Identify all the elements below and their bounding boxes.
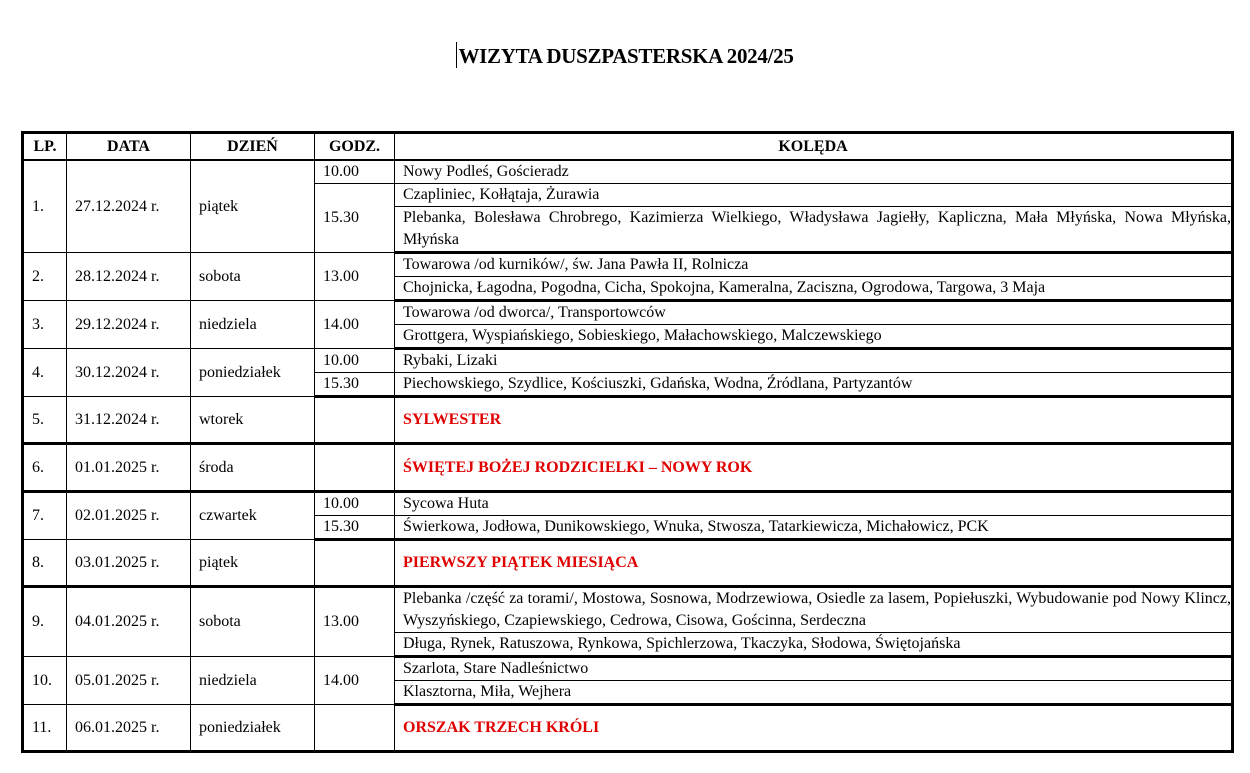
row-date: 05.01.2025 r. [67, 657, 191, 705]
row-day: niedziela [191, 657, 315, 705]
row-date: 28.12.2024 r. [67, 253, 191, 301]
row-lp: 6. [23, 444, 67, 492]
row-streets: Piechowskiego, Szydlice, Kościuszki, Gdańska, Wodna, Źródlana, Partyzantów [395, 373, 1233, 397]
table-row [23, 160, 1233, 184]
table-row [23, 253, 1233, 277]
header-row [23, 133, 1233, 161]
row-streets: Plebanka /część za torami/, Mostowa, Sosnowa, Modrzewiowa, Osiedle za lasem, Popiełuszki, Wybudowanie pod Nowy Klincz, Wyszyńskiego, Czapiewskiego, Cedrowa, Cisowa, Gościnna, Serdeczna [395, 587, 1233, 633]
row-streets: Chojnicka, Łagodna, Pogodna, Cicha, Spokojna, Kameralna, Zaciszna, Ogrodowa, Targowa, 3 Maja [395, 277, 1233, 301]
title-text: WIZYTA DUSZPASTERSKA 2024/25 [458, 44, 794, 68]
row-day: piątek [191, 540, 315, 587]
row-hour [315, 705, 395, 752]
row-date: 02.01.2025 r. [67, 492, 191, 540]
row-date: 04.01.2025 r. [67, 587, 191, 657]
row-hour: 14.00 [315, 657, 395, 705]
row-day: wtorek [191, 397, 315, 444]
row-streets: Szarlota, Stare Nadleśnictwo [395, 657, 1233, 681]
schedule-table [21, 131, 1234, 753]
row-streets: Towarowa /od kurników/, św. Jana Pawła II, Rolnicza [395, 253, 1233, 277]
row-lp: 11. [23, 705, 67, 752]
row-lp: 10. [23, 657, 67, 705]
table-row [23, 444, 1233, 492]
row-streets: Towarowa /od dworca/, Transportowców [395, 301, 1233, 325]
row-hour: 15.30 [315, 184, 395, 253]
row-date: 31.12.2024 r. [67, 397, 191, 444]
row-date: 01.01.2025 r. [67, 444, 191, 492]
row-day: poniedziałek [191, 705, 315, 752]
header-godz: GODZ. [315, 133, 395, 161]
row-date: 27.12.2024 r. [67, 160, 191, 253]
row-lp: 3. [23, 301, 67, 349]
table-row [23, 705, 1233, 752]
row-hour: 13.00 [315, 587, 395, 657]
document-title [0, 42, 1250, 69]
row-streets: Klasztorna, Miła, Wejhera [395, 681, 1233, 705]
row-lp: 4. [23, 349, 67, 397]
row-streets: Świerkowa, Jodłowa, Dunikowskiego, Wnuka, Stwosza, Tatarkiewicza, Michałowicz, PCK [395, 516, 1233, 540]
header-lp: LP. [23, 133, 67, 161]
row-special-event: ŚWIĘTEJ BOŻEJ RODZICIELKI – NOWY ROK [395, 444, 1233, 492]
table-row [23, 540, 1233, 587]
row-hour: 10.00 [315, 160, 395, 184]
row-day: czwartek [191, 492, 315, 540]
header-data: DATA [67, 133, 191, 161]
row-date: 06.01.2025 r. [67, 705, 191, 752]
row-lp: 8. [23, 540, 67, 587]
row-lp: 9. [23, 587, 67, 657]
row-streets: Czapliniec, Kołłątaja, Żurawia [395, 184, 1233, 207]
table-row [23, 301, 1233, 325]
row-hour: 15.30 [315, 373, 395, 397]
row-hour: 14.00 [315, 301, 395, 349]
row-lp: 1. [23, 160, 67, 253]
row-lp: 5. [23, 397, 67, 444]
table-row [23, 349, 1233, 373]
row-hour [315, 540, 395, 587]
row-day: niedziela [191, 301, 315, 349]
row-day: sobota [191, 587, 315, 657]
header-koleda: KOLĘDA [395, 133, 1233, 161]
row-day: środa [191, 444, 315, 492]
row-hour: 10.00 [315, 349, 395, 373]
row-special-event: SYLWESTER [395, 397, 1233, 444]
row-streets: Nowy Podleś, Gościeradz [395, 160, 1233, 184]
row-streets: Grottgera, Wyspiańskiego, Sobieskiego, Małachowskiego, Malczewskiego [395, 325, 1233, 349]
row-streets: Rybaki, Lizaki [395, 349, 1233, 373]
row-day: poniedziałek [191, 349, 315, 397]
table-row [23, 492, 1233, 516]
row-date: 29.12.2024 r. [67, 301, 191, 349]
row-hour: 13.00 [315, 253, 395, 301]
row-hour [315, 444, 395, 492]
row-streets: Plebanka, Bolesława Chrobrego, Kazimierza Wielkiego, Władysława Jagiełły, Kapliczna, Mała Młyńska, Nowa Młyńska, Młyńska [395, 207, 1233, 253]
row-streets: Sycowa Huta [395, 492, 1233, 516]
row-lp: 7. [23, 492, 67, 540]
row-special-event: ORSZAK TRZECH KRÓLI [395, 705, 1233, 752]
row-day: sobota [191, 253, 315, 301]
row-lp: 2. [23, 253, 67, 301]
row-special-event: PIERWSZY PIĄTEK MIESIĄCA [395, 540, 1233, 587]
row-hour: 10.00 [315, 492, 395, 516]
table-row [23, 587, 1233, 633]
table-row [23, 657, 1233, 681]
row-streets: Długa, Rynek, Ratuszowa, Rynkowa, Spichlerzowa, Tkaczyka, Słodowa, Świętojańska [395, 633, 1233, 657]
table-row [23, 397, 1233, 444]
row-date: 30.12.2024 r. [67, 349, 191, 397]
row-date: 03.01.2025 r. [67, 540, 191, 587]
row-day: piątek [191, 160, 315, 253]
header-dzien: DZIEŃ [191, 133, 315, 161]
row-hour: 15.30 [315, 516, 395, 540]
row-hour [315, 397, 395, 444]
